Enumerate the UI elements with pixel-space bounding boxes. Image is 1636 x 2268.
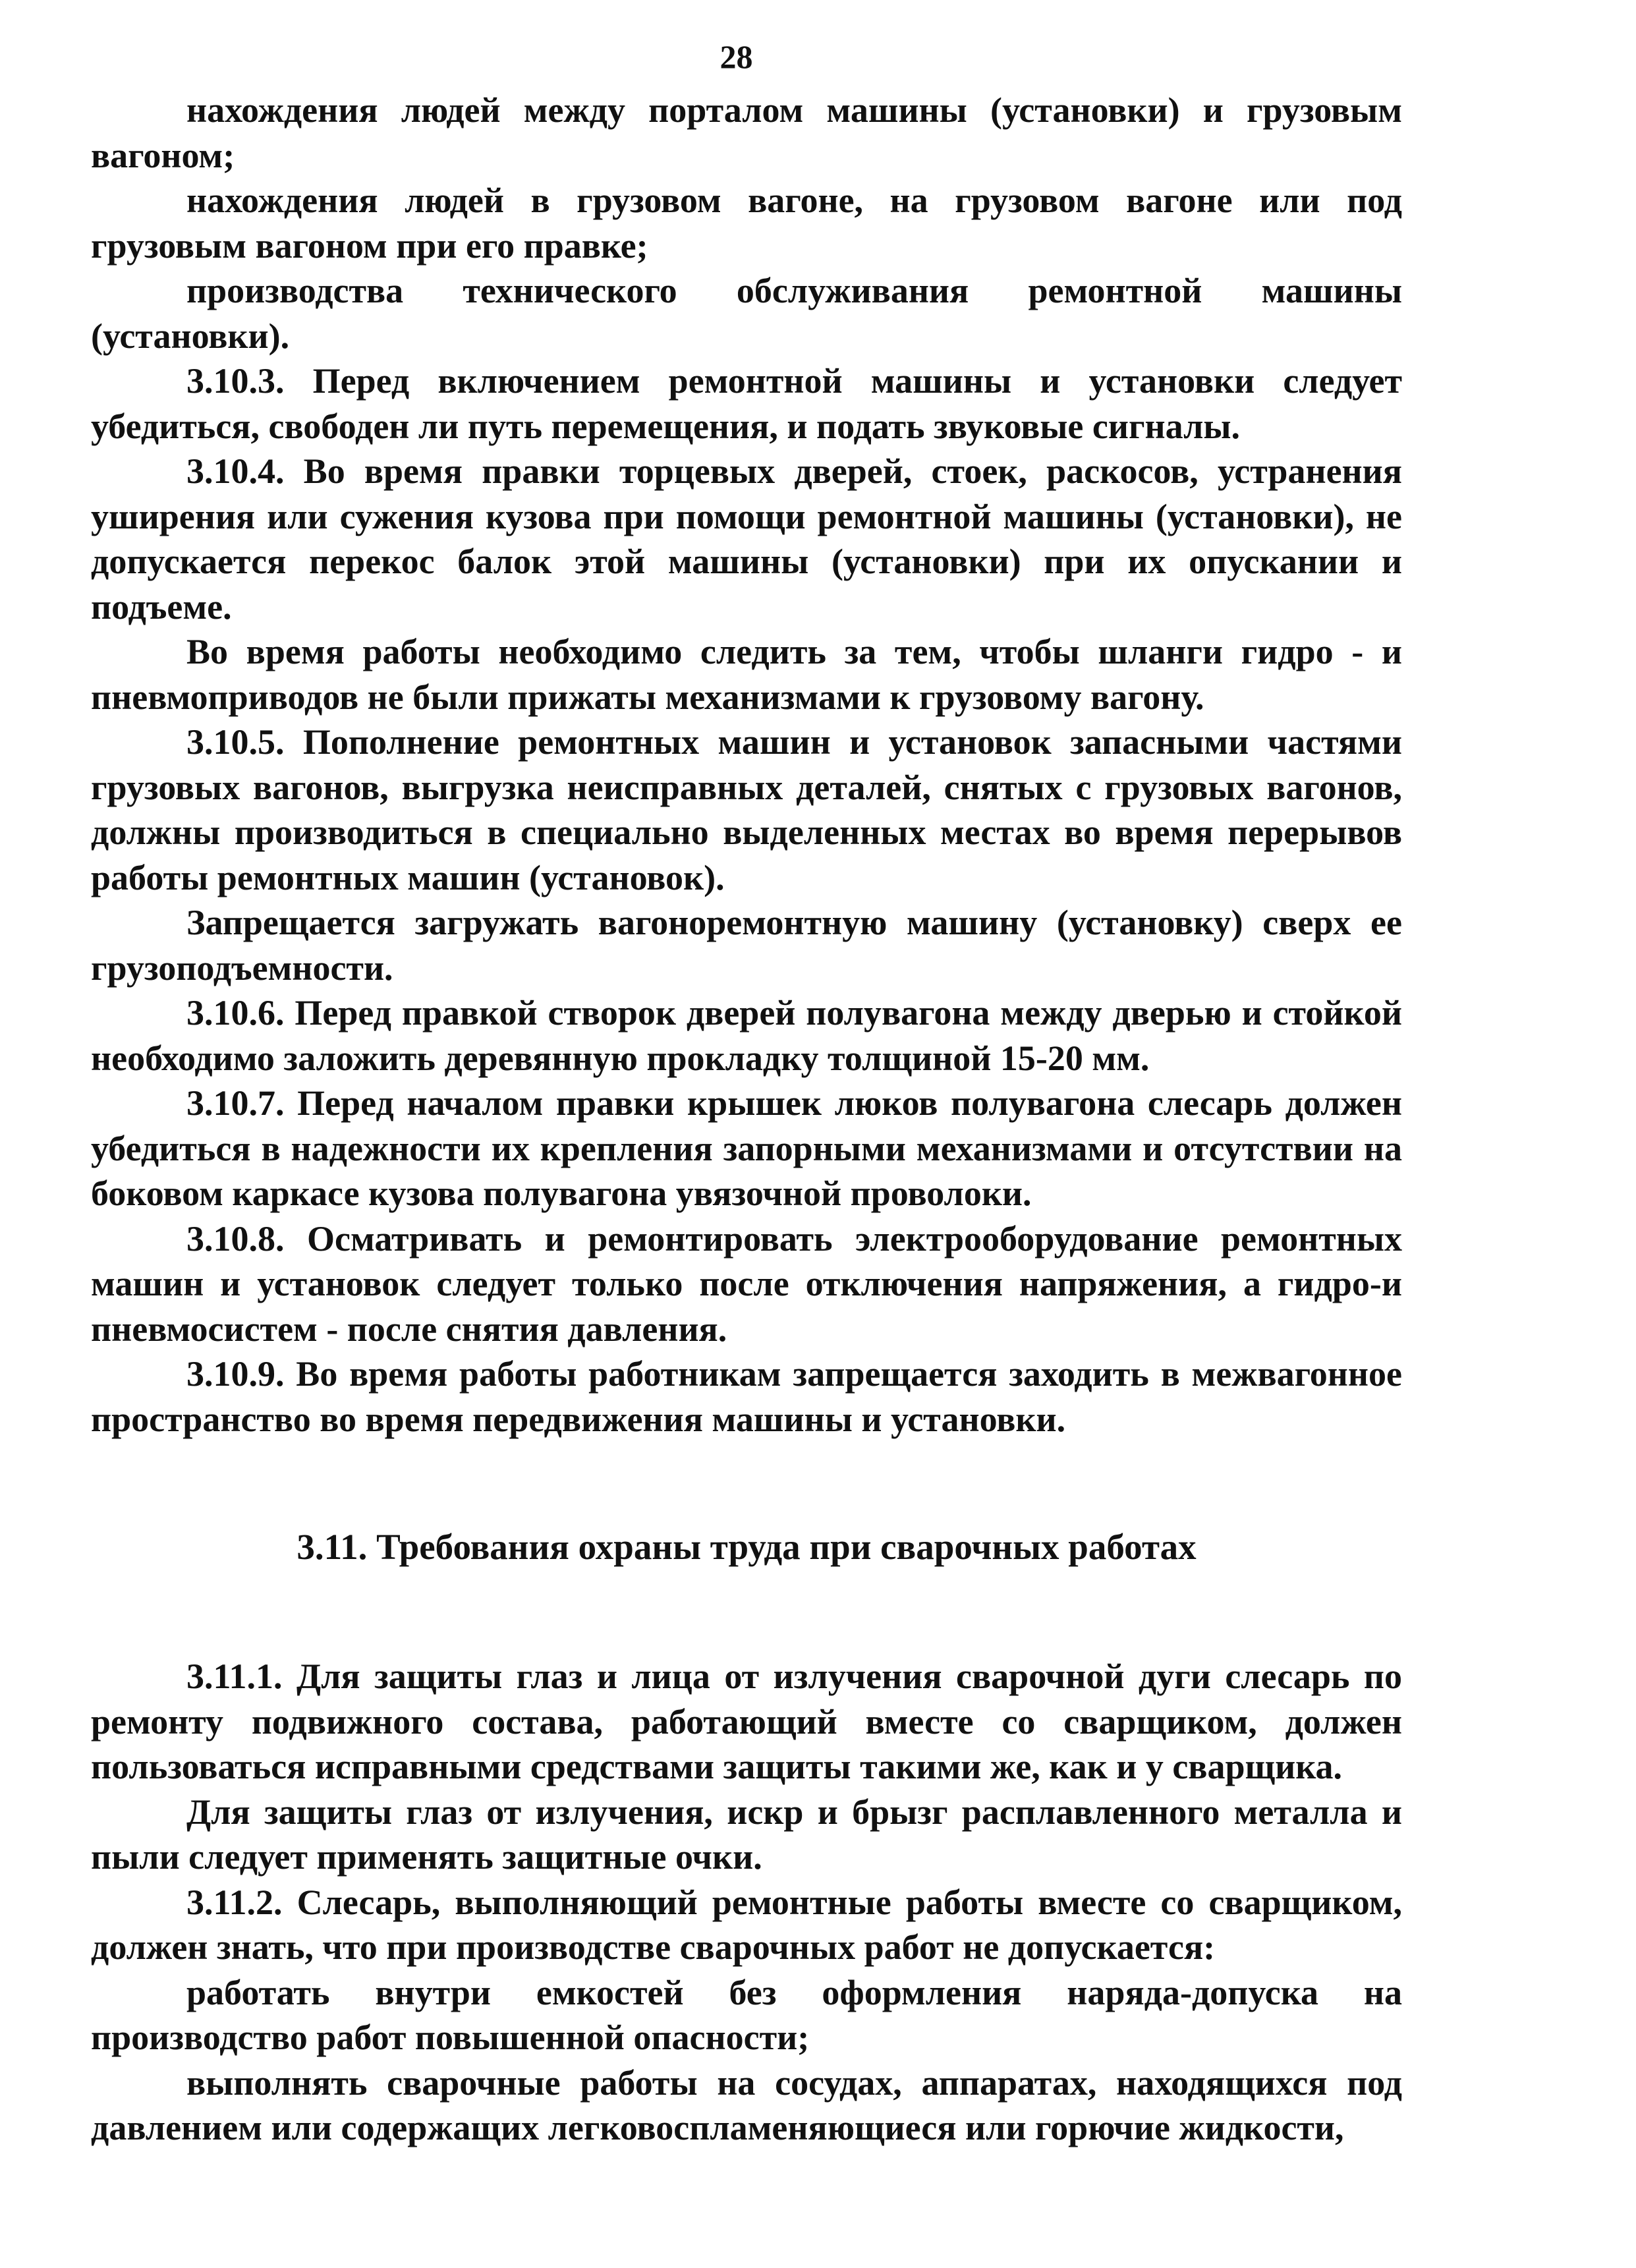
- paragraph: 3.10.6. Перед правкой створок дверей полувагона между дверью и стойкой необходимо заложить деревянную прокладку толщиной 15-20 мм.: [91, 993, 1402, 1078]
- paragraph: нахождения людей в грузовом вагоне, на грузовом вагоне или под грузовым вагоном при его правке;: [91, 181, 1402, 266]
- paragraph: Для защиты глаз от излучения, искр и брызг расплавленного металла и пыли следует применять защитные очки.: [91, 1792, 1402, 1877]
- paragraph: нахождения людей между порталом машины (установки) и грузовым вагоном;: [91, 90, 1402, 175]
- section-heading: 3.11. Требования охраны труда при сварочных работах: [296, 1527, 1197, 1567]
- paragraph: выполнять сварочные работы на сосудах, аппаратах, находящихся под давлением или содержащих легковоспламеняющиеся или горючие жидкости,: [91, 2062, 1402, 2147]
- paragraph: 3.11.2. Слесарь, выполняющий ремонтные работы вместе со сварщиком, должен знать, что при производстве сварочных работ не допускается:: [91, 1882, 1402, 1967]
- document-body: [91, 88, 1402, 2151]
- paragraph: работать внутри емкостей без оформления наряда-допуска на производство работ повышенной опасности;: [91, 1972, 1402, 2057]
- paragraph: 3.10.3. Перед включением ремонтной машины и установки следует убедиться, свободен ли путь перемещения, и подать звуковые сигналы.: [91, 361, 1402, 446]
- paragraph: 3.10.7. Перед началом правки крышек люков полувагона слесарь должен убедиться в надежности их крепления запорными механизмами и отсутствии на боковом каркасе кузова полувагона увязочной проволоки.: [91, 1083, 1402, 1213]
- paragraph: производства технического обслуживания ремонтной машины (установки).: [91, 271, 1402, 356]
- paragraph: 3.11.1. Для защиты глаз и лица от излучения сварочной дуги слесарь по ремонту подвижного состава, работающий вместе со сварщиком, должен пользоваться исправными средствами защиты такими же, как и у сварщика.: [91, 1657, 1402, 1786]
- paragraph: 3.10.4. Во время правки торцевых дверей, стоек, раскосов, устранения уширения или сужения кузова при помощи ремонтной машины (установки), не допускается перекос балок этой машины (установки) при их опускании и подъеме.: [91, 451, 1402, 627]
- paragraph: 3.10.8. Осматривать и ремонтировать электрооборудование ремонтных машин и установок следует только после отключения напряжения, а гидро-и пневмосистем - после снятия давления.: [91, 1218, 1402, 1349]
- paragraph: 3.10.9. Во время работы работникам запрещается заходить в межвагонное пространство во время передвижения машины и установки.: [91, 1354, 1402, 1439]
- paragraph: Запрещается загружать вагоноремонтную машину (установку) сверх ее грузоподъемности.: [91, 903, 1402, 988]
- paragraph: 3.10.5. Пополнение ремонтных машин и установок запасными частями грузовых вагонов, выгрузка неисправных деталей, снятых с грузовых вагонов, должны производиться в специально выделенных местах во время перерывов работы ремонтных машин (установок).: [91, 722, 1402, 897]
- paragraph: Во время работы необходимо следить за тем, чтобы шланги гидро - и пневмоприводов не были прижаты механизмами к грузовому вагону.: [91, 632, 1402, 717]
- page-number: 28: [719, 38, 753, 75]
